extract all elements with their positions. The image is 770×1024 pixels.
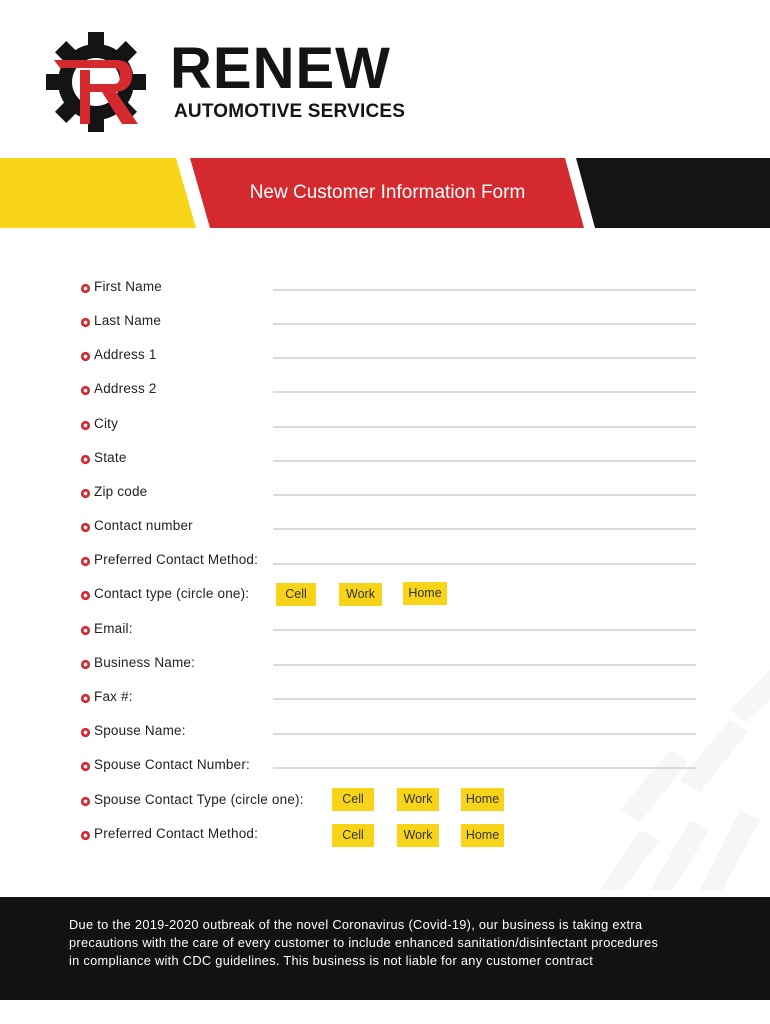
bullet-icon: [80, 761, 91, 772]
field-label: Contact number: [94, 518, 193, 533]
field-label: Last Name: [94, 313, 162, 328]
field-label: Preferred Contact Method:: [94, 552, 259, 567]
spouse-contact-type-work-option[interactable]: Work: [397, 788, 439, 811]
footer-disclaimer: [0, 897, 770, 1000]
spouse-contact-type-cell-option[interactable]: Cell: [332, 788, 374, 811]
field-label: Spouse Contact Number:: [94, 757, 250, 772]
logo: [44, 30, 424, 140]
email-input-line[interactable]: [273, 629, 696, 631]
disclaimer-line: Due to the 2019-2020 outbreak of the novel Coronavirus (Covid-19), our business is taking extra: [69, 917, 643, 932]
spouse-contact-type-home-option[interactable]: Home: [461, 788, 504, 811]
field-label: State: [94, 450, 127, 465]
address-1-input-line[interactable]: [273, 357, 696, 359]
brand-name: RENEW: [170, 36, 391, 101]
city-input-line[interactable]: [273, 426, 696, 428]
field-label: Preferred Contact Method:: [94, 826, 259, 841]
last-name-input-line[interactable]: [273, 323, 696, 325]
bullet-icon: [80, 488, 91, 499]
contact-type-work-option[interactable]: Work: [339, 583, 382, 606]
disclaimer-text: [69, 916, 719, 970]
contact-number-input-line[interactable]: [273, 528, 696, 530]
first-name-input-line[interactable]: [273, 289, 696, 291]
address-2-input-line[interactable]: [273, 391, 696, 393]
disclaimer-line: in compliance with CDC guidelines. This business is not liable for any customer contract: [69, 953, 594, 968]
spouse-preferred-work-option[interactable]: Work: [397, 824, 439, 847]
fax-input-line[interactable]: [273, 698, 696, 700]
bullet-icon: [80, 420, 91, 431]
field-label: Business Name:: [94, 655, 196, 670]
form-title: New Customer Information Form: [249, 182, 526, 203]
disclaimer-line: precautions with the care of every customer to include enhanced sanitation/disinfectant procedures: [69, 935, 659, 950]
spouse-name-input-line[interactable]: [273, 733, 696, 735]
bullet-icon: [80, 522, 91, 533]
bullet-icon: [80, 283, 91, 294]
spouse-preferred-cell-option[interactable]: Cell: [332, 824, 374, 847]
business-name-input-line[interactable]: [273, 664, 696, 666]
field-label: Contact type (circle one):: [94, 586, 250, 601]
bullet-icon: [80, 727, 91, 738]
spouse-contact-number-input-line[interactable]: [273, 767, 696, 769]
bullet-icon: [80, 317, 91, 328]
field-label: Zip code: [94, 484, 148, 499]
bullet-icon: [80, 659, 91, 670]
bullet-icon: [80, 385, 91, 396]
zip-input-line[interactable]: [273, 494, 696, 496]
bullet-icon: [80, 590, 91, 601]
field-label: City: [94, 416, 119, 431]
tire-tread-decoration: [560, 650, 770, 890]
bullet-icon: [80, 625, 91, 636]
field-label: Spouse Contact Type (circle one):: [94, 792, 304, 807]
contact-type-home-option[interactable]: Home: [403, 582, 447, 605]
preferred-contact-input-line[interactable]: [273, 563, 696, 565]
bullet-icon: [80, 351, 91, 362]
field-label: Email:: [94, 621, 133, 636]
bullet-icon: [80, 830, 91, 841]
gear-logo-icon: [44, 30, 154, 134]
state-input-line[interactable]: [273, 460, 696, 462]
spouse-preferred-home-option[interactable]: Home: [461, 824, 504, 847]
field-label: First Name: [94, 279, 163, 294]
brand-subtitle: AUTOMOTIVE SERVICES: [174, 101, 406, 122]
bullet-icon: [80, 454, 91, 465]
bullet-icon: [80, 693, 91, 704]
bullet-icon: [80, 796, 91, 807]
bullet-icon: [80, 556, 91, 567]
field-label: Fax #:: [94, 689, 133, 704]
contact-type-cell-option[interactable]: Cell: [276, 583, 316, 606]
field-label: Address 2: [94, 381, 157, 396]
field-label: Spouse Name:: [94, 723, 186, 738]
field-label: Address 1: [94, 347, 157, 362]
